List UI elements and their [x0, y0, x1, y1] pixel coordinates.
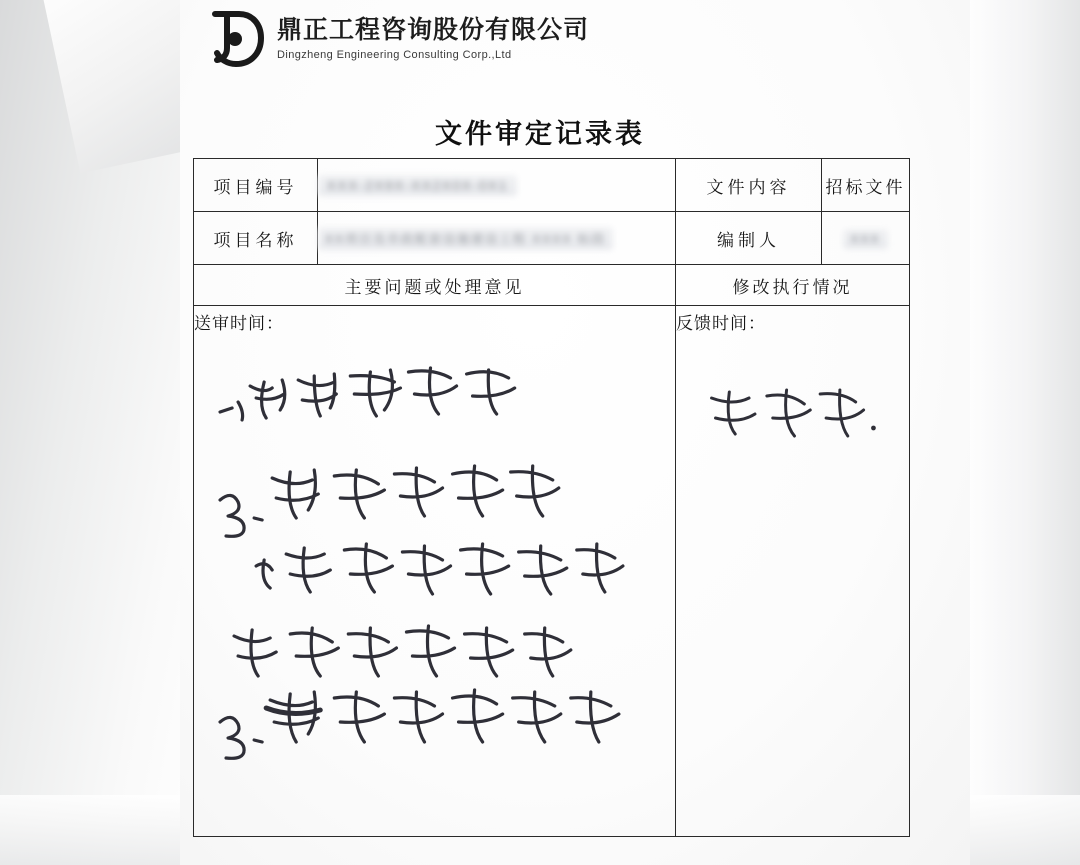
company-logo-icon: [205, 8, 267, 70]
redacted-preparer: XXX: [843, 229, 887, 249]
field-label-preparer: 编制人: [676, 212, 822, 265]
page-title: 文件审定记录表: [435, 119, 645, 149]
field-value-preparer: [822, 212, 910, 265]
field-label-project-name: 项目名称: [194, 212, 318, 265]
handwritten-execution-cell: [676, 336, 910, 837]
section-header-execution: 修改执行情况: [676, 265, 910, 306]
company-name-cn: 鼎正工程咨询股份有限公司: [277, 17, 590, 45]
review-record-table: [193, 158, 910, 837]
field-label-document-content: 文件内容: [676, 159, 822, 212]
field-label-project-code: 项目编号: [194, 159, 318, 212]
company-name-en: Dingzheng Engineering Consulting Corp.,Ltd: [277, 48, 512, 61]
table-row: [194, 159, 910, 212]
table-row: [194, 212, 910, 265]
field-value-project-name: [318, 212, 676, 265]
letterhead: [205, 8, 589, 70]
field-value-document-content: 招标文件: [822, 159, 910, 212]
table-body-row: [194, 336, 910, 837]
redacted-project-code: XXX-2X9X-XX2X0X-0X1: [318, 175, 517, 196]
handwriting-strokes-right: [676, 336, 909, 836]
section-header-issues: 主要问题或处理意见: [194, 265, 676, 306]
field-value-project-code: [318, 159, 676, 212]
table-section-header-row: [194, 265, 910, 306]
handwritten-issues-cell: [194, 336, 676, 837]
field-label-feedback-time: 反馈时间：: [676, 306, 910, 337]
redacted-project-name: XX项目及市政配套设施建设工程 XXXX 标段: [318, 227, 613, 250]
table-time-row: [194, 306, 910, 337]
field-label-submit-time: 送审时间：: [194, 306, 676, 337]
handwriting-strokes-left: [194, 336, 675, 836]
